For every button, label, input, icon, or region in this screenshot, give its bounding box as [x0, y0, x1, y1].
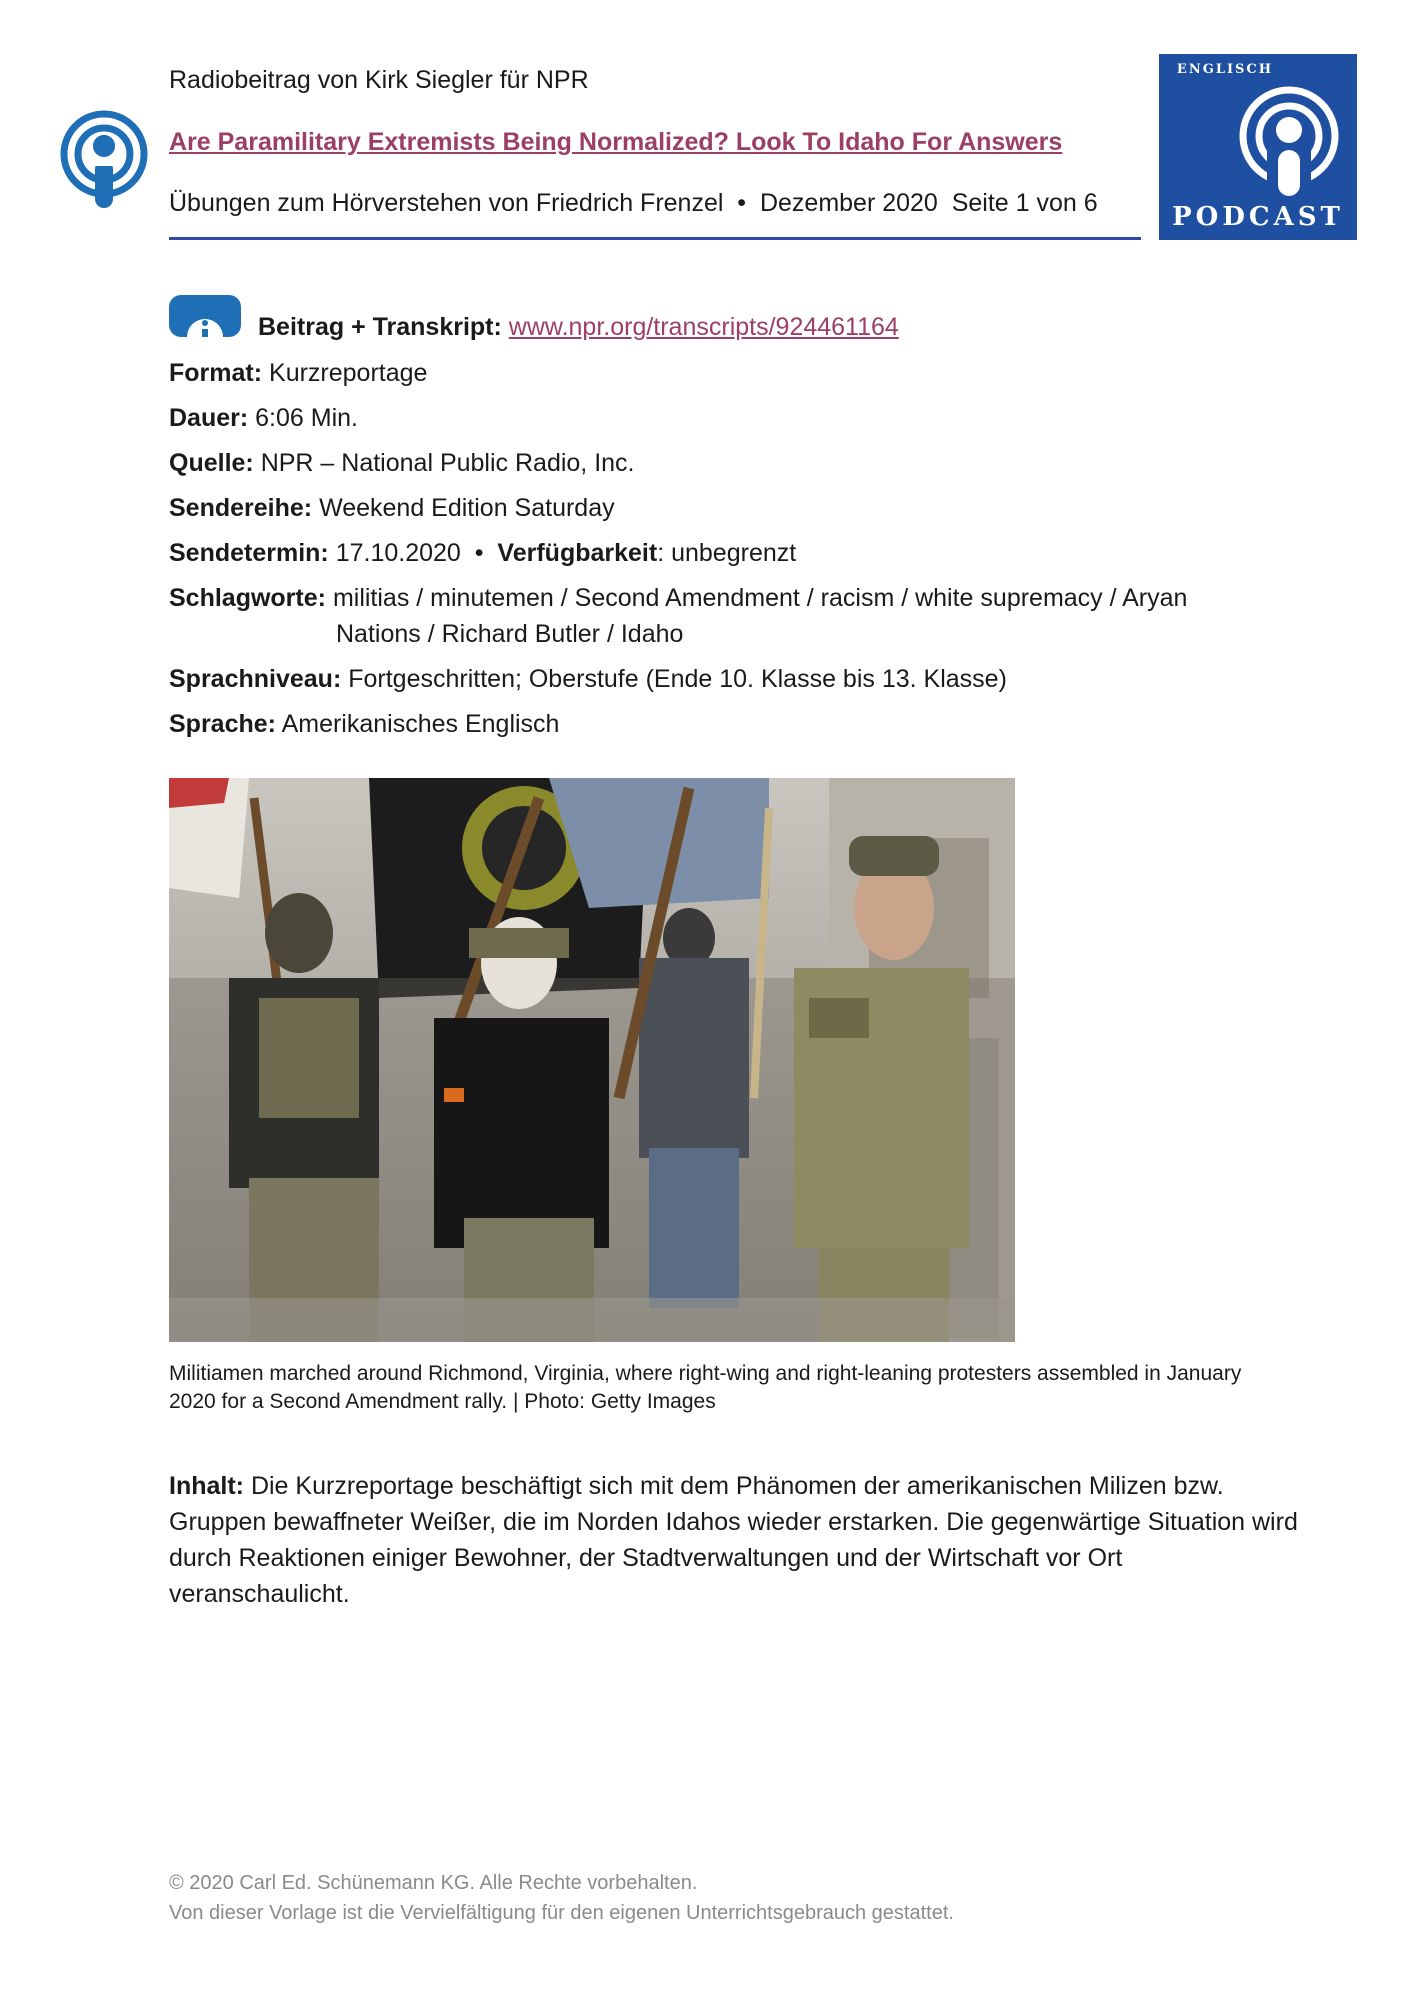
inhalt-label: Inhalt:	[169, 1472, 244, 1500]
bullet-separator: •	[474, 539, 484, 567]
sprache-label: Sprache:	[169, 710, 276, 738]
transcript-link[interactable]: www.npr.org/transcripts/924461164	[508, 313, 899, 341]
quelle-label: Quelle:	[169, 449, 254, 477]
beitrag-label: Beitrag + Transkript:	[258, 313, 502, 341]
sprachniveau-row	[169, 662, 1007, 696]
sendereihe-value: Weekend Edition Saturday	[319, 494, 615, 522]
dauer-label: Dauer:	[169, 404, 249, 432]
militia-photo	[169, 778, 1015, 1342]
sprachniveau-label: Sprachniveau:	[169, 665, 342, 693]
header-divider	[169, 237, 1141, 240]
sprache-row	[169, 707, 559, 741]
logo-top-text: ENGLISCH	[1176, 62, 1274, 77]
author-line: Radiobeitrag von Kirk Siegler für NPR	[169, 66, 589, 94]
footer-copyright: © 2020 Carl Ed. Schünemann KG. Alle Rechte vorbehalten.	[169, 1872, 698, 1894]
episode-title-link[interactable]: Are Paramilitary Extremists Being Normalized? Look To Idaho For Answers	[169, 128, 1063, 156]
sprachniveau-value: Fortgeschritten; Oberstufe (Ende 10. Klasse bis 13. Klasse)	[348, 665, 1007, 693]
logo-bottom-text: PODCAST	[1172, 202, 1344, 232]
inhalt-text: Die Kurzreportage beschäftigt sich mit dem Phänomen der amerikanischen Milizen bzw. Gruppen bewaffneter Weißer, die im Norden Idahos wieder erstarken. Die gegenwärtige Situation wird durch Reaktionen einiger Bewohner, der Stadtverwaltungen und der Wirtschaft vor Ort veranschaulicht.	[169, 1472, 1298, 1608]
sendereihe-row	[169, 491, 615, 525]
beitrag-row	[258, 310, 899, 344]
logo-podcast-icon	[1231, 84, 1347, 200]
photo-caption: Militiamen marched around Richmond, Virginia, where right-wing and right-leaning protesters assembled in January 2020 for a Second Amendment rally. | Photo: Getty Images	[169, 1362, 1242, 1413]
sprache-value: Amerikanisches Englisch	[281, 710, 560, 738]
format-label: Format:	[169, 359, 263, 387]
sendereihe-label: Sendereihe:	[169, 494, 313, 522]
schlagworte-value-line2: Nations / Richard Butler / Idaho	[336, 620, 684, 648]
schlagworte-value-line1: militias / minutemen / Second Amendment / racism / white supremacy / Aryan	[332, 584, 1188, 612]
englisch-podcast-logo	[1159, 54, 1357, 240]
sendetermin-value: 17.10.2020	[335, 539, 461, 567]
quelle-row	[169, 446, 635, 480]
schlagworte-row	[169, 581, 1289, 615]
format-value: Kurzreportage	[269, 359, 428, 387]
footer-notice: Von dieser Vorlage ist die Vervielfältigung für den eigenen Unterrichtsgebrauch gestattet.	[169, 1902, 954, 1924]
header-subtitle: Übungen zum Hörverstehen von Friedrich Frenzel • Dezember 2020 Seite 1 von 6	[169, 189, 1098, 217]
dauer-value: 6:06 Min.	[255, 404, 358, 432]
podcast-icon	[58, 108, 150, 212]
format-row	[169, 356, 427, 390]
verfuegbarkeit-value: : unbegrenzt	[657, 539, 797, 567]
quelle-value: NPR – National Public Radio, Inc.	[260, 449, 635, 477]
dauer-row	[169, 401, 358, 435]
sendetermin-row	[169, 536, 796, 570]
info-icon	[169, 295, 241, 337]
content-summary	[169, 1468, 1299, 1612]
verfuegbarkeit-label: Verfügbarkeit	[497, 539, 658, 567]
sendetermin-label: Sendetermin:	[169, 539, 329, 567]
schlagworte-label: Schlagworte:	[169, 584, 326, 612]
